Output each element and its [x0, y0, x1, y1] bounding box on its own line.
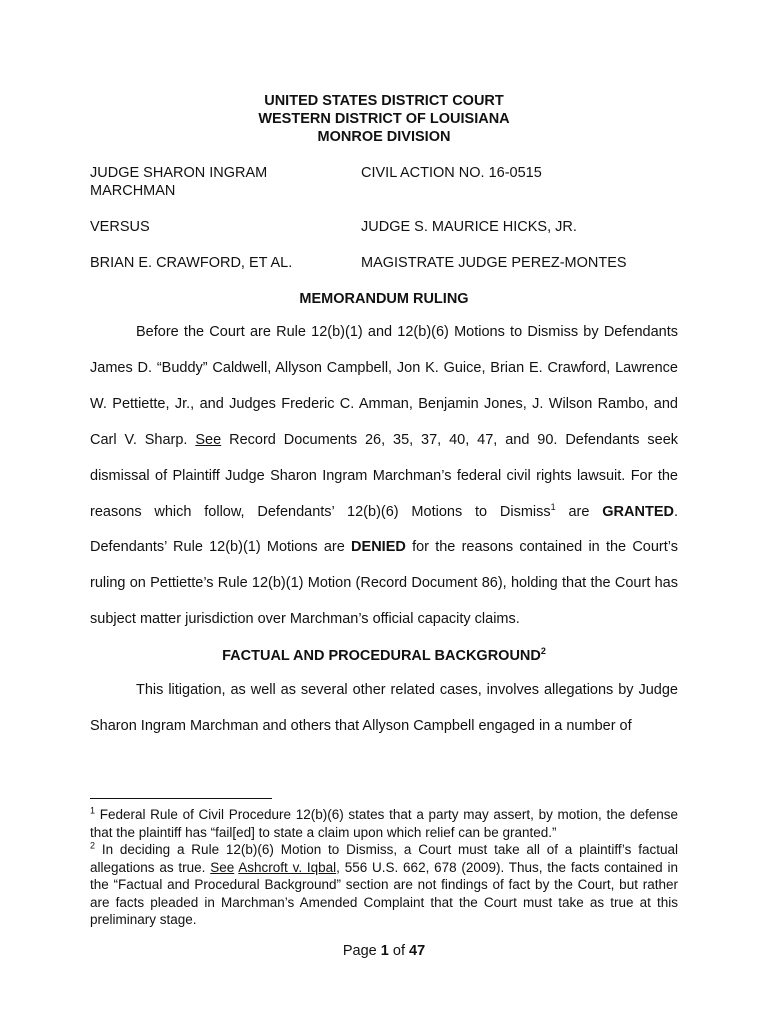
- defendant-name: BRIAN E. CRAWFORD, ET AL.: [90, 255, 293, 271]
- versus-label: VERSUS: [90, 219, 150, 235]
- page-number: 1: [380, 943, 389, 959]
- para1-text-2: Record Documents 26, 35, 37, 40, 47, and 90. Defendants seek dismissal of Plaintiff Judge Sharon Ingram Marchman’s federal civil rights lawsuit. For the reasons which follow, Defendants’ 12(b)(6) Motions to Dismiss: [90, 431, 679, 520]
- denied-label: DENIED: [351, 539, 406, 556]
- plaintiff-name: [90, 164, 340, 200]
- see-signal: See: [195, 431, 222, 448]
- footnotes: [90, 806, 678, 929]
- civil-action-number: CIVIL ACTION NO. 16-0515: [361, 165, 542, 181]
- court-header: [0, 92, 768, 146]
- section-heading: [0, 647, 768, 665]
- plaintiff-line-2: MARCHMAN: [90, 183, 176, 199]
- footnote-1-mark: 1: [90, 805, 96, 816]
- paragraph-2: This litigation, as well as several other related cases, involves allegations by Judge Sharon Ingram Marchman and others that Allyson Campbell engaged in a number of: [90, 682, 678, 734]
- ruling-paragraph: [90, 315, 678, 638]
- para1-text-3: are: [568, 503, 590, 520]
- document-title: MEMORANDUM RULING: [299, 291, 469, 307]
- footnote-2-text-1: In deciding a Rule 12(b)(6) Motion to Dismiss, a Court must take all of a plaintiff’s factual allegations as true.: [90, 842, 678, 875]
- page-label: Page: [342, 943, 377, 959]
- para1-text-5: for the reasons contained in the Court’s ruling on Pettiette’s Rule 12(b)(1) Motion (Record Document 86), holding that the Court has subject matter jurisdiction over Marchman’s official capacity claims.: [90, 539, 678, 628]
- magistrate-judge: MAGISTRATE JUDGE PEREZ-MONTES: [361, 255, 627, 271]
- total-pages: 47: [409, 943, 426, 959]
- section-heading-text: FACTUAL AND PROCEDURAL BACKGROUND: [222, 648, 541, 664]
- of-label: of: [392, 943, 405, 959]
- paragraph-1: [90, 315, 678, 638]
- presiding-judge: JUDGE S. MAURICE HICKS, JR.: [361, 219, 577, 235]
- footnote-ref-1[interactable]: 1: [550, 501, 556, 512]
- para1-text-4: . Defendants’ Rule 12(b)(1) Motions are: [90, 503, 678, 556]
- background-paragraph: [90, 673, 678, 745]
- plaintiff-line-1: JUDGE SHARON INGRAM: [90, 165, 268, 181]
- court-district: WESTERN DISTRICT OF LOUISIANA: [258, 111, 510, 127]
- court-name: UNITED STATES DISTRICT COURT: [264, 93, 504, 109]
- footnote-2: [90, 841, 678, 929]
- court-division: MONROE DIVISION: [317, 129, 451, 145]
- footnote-1-text: Federal Rule of Civil Procedure 12(b)(6) states that a party may assert, by motion, the defense that the plaintiff has “fail[ed] to state a claim upon which relief can be granted.”: [90, 807, 678, 840]
- para1-text-1: Before the Court are Rule 12(b)(1) and 12(b)(6) Motions to Dismiss by Defendants James D. “Buddy” Caldwell, Allyson Campbell, Jon K. Guice, Brian E. Crawford, Lawrence W. Pettiette, Jr., and Judges Frederic C. Amman, Benjamin Jones, J. Wilson Rambo, and Carl V. Sharp.: [90, 324, 678, 448]
- footnote-ref-2[interactable]: 2: [540, 646, 546, 657]
- granted-label: GRANTED: [602, 503, 674, 520]
- page-footer: [0, 942, 768, 960]
- footnote-2-text-2: , 556 U.S. 662, 678 (2009). Thus, the facts contained in the “Factual and Procedural Background” section are not findings of fact by the Court, but rather are facts pleaded in Marchman’s Amended Complaint that the Court must take as true at this preliminary stage.: [90, 859, 678, 927]
- footnote-2-case-cite: Ashcroft v. Iqbal: [238, 859, 337, 875]
- footnote-2-see-signal: See: [210, 859, 235, 875]
- footnote-1: [90, 806, 678, 841]
- footnote-separator: [90, 798, 272, 799]
- footnote-2-mark: 2: [90, 840, 96, 851]
